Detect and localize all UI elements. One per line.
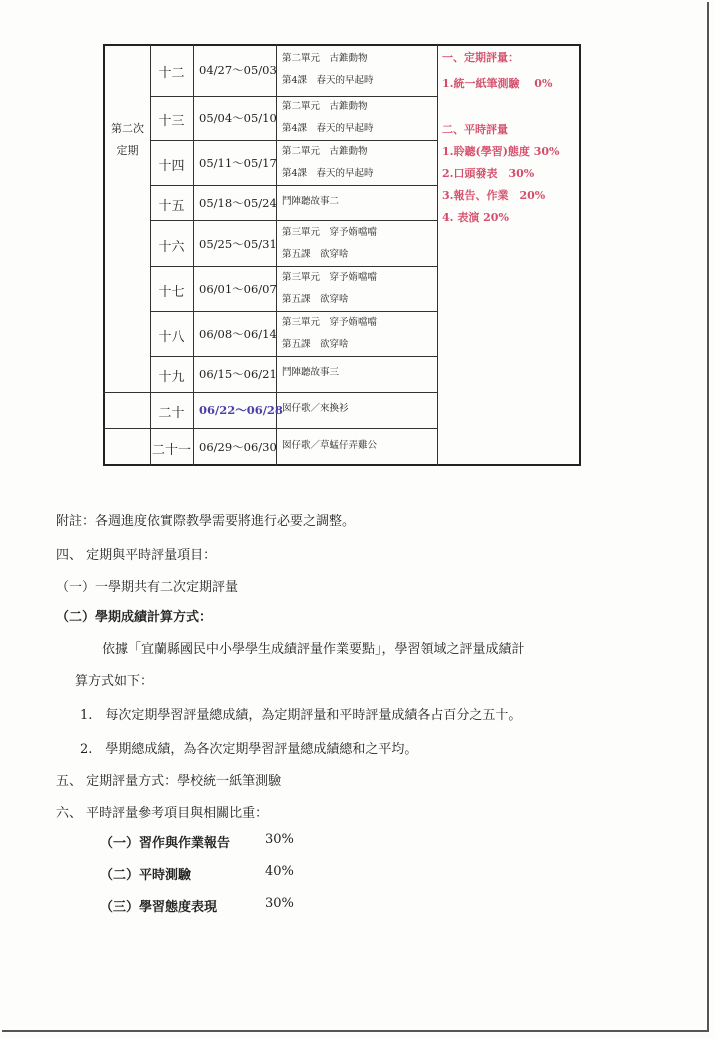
week-cell: 十六 <box>158 240 185 255</box>
week-cell: 十八 <box>158 330 185 345</box>
assessment-heading: 二、平時評量 <box>442 123 508 136</box>
content-cell <box>282 48 374 92</box>
content-line: 第二單元 古錐動物 <box>282 53 368 64</box>
table-hline <box>103 392 437 393</box>
content-cell <box>282 191 339 213</box>
content-line: 第三單元 穿予媠噹噹 <box>282 227 378 238</box>
week-cell: 十二 <box>158 66 185 81</box>
content-cell <box>282 267 377 311</box>
term-label-line: 定期 <box>116 144 139 157</box>
content-line: 鬥陣聽故事二 <box>282 196 340 207</box>
calc-item-2: 2. 學期總成績，為各次定期學習評量總成績總和之平均。 <box>80 742 418 757</box>
section-5: 五、 定期評量方式：學校統一紙筆測驗 <box>56 774 282 789</box>
table-vline <box>193 44 194 466</box>
date-cell: 06/29～06/30 <box>199 440 277 454</box>
date-cell-highlighted: 06/22～06/28 <box>199 403 283 417</box>
section-6-title: 六、 平時評量參考項目與相關比重： <box>56 806 269 821</box>
weight-label: （三）學習態度表現 <box>100 900 218 915</box>
table-hline <box>150 220 437 221</box>
note-text: 附註：各週進度依實際教學需要將進行必要之調整。 <box>56 514 356 529</box>
section-4-item-2: （二）學期成績計算方式： <box>56 610 213 625</box>
date-cell: 06/01～06/07 <box>199 282 277 296</box>
content-line: 第三單元 穿予媠噹噹 <box>282 272 378 283</box>
weight-label: （二）平時測驗 <box>100 868 192 883</box>
paragraph-line: 依據「宜蘭縣國民中小學學生成績評量作業要點」，學習領域之評量成績計 <box>102 642 525 657</box>
content-line: 鬥陣聽故事三 <box>282 367 340 378</box>
calc-item-1: 1. 每次定期學習評量總成績，為定期評量和平時評量成績各占百分之五十。 <box>80 708 522 723</box>
content-line: 第五課 欲穿啥 <box>282 339 349 350</box>
assessment-item: 1.統一紙筆測驗 0% <box>442 77 553 90</box>
table-vline <box>437 44 438 466</box>
content-cell <box>282 398 349 420</box>
content-line: 第4課 春天的早起時 <box>282 168 374 179</box>
content-line: 第4課 春天的早起時 <box>282 123 374 134</box>
content-line: 囡仔歌／草蜢仔弄雞公 <box>282 440 378 451</box>
date-cell: 04/27～05/03 <box>199 63 277 77</box>
date-cell: 05/04～05/10 <box>199 111 277 125</box>
content-cell <box>282 312 377 356</box>
content-cell <box>282 435 377 457</box>
week-cell: 二十一 <box>151 443 191 458</box>
date-cell: 06/08～06/14 <box>199 327 277 341</box>
week-cell: 十七 <box>158 285 185 300</box>
week-cell: 十五 <box>158 199 185 214</box>
content-line: 第二單元 古錐動物 <box>282 146 368 157</box>
content-cell <box>282 141 374 185</box>
content-cell <box>282 222 377 266</box>
content-line: 囡仔歌／來換衫 <box>282 403 349 414</box>
table-hline <box>103 428 437 429</box>
weight-value: 30% <box>265 832 294 847</box>
weight-label: （一）習作與作業報告 <box>100 836 231 851</box>
content-cell <box>282 362 339 384</box>
section-4-item-1: （一）一學期共有二次定期評量 <box>56 580 239 595</box>
week-cell: 二十 <box>158 406 185 421</box>
assessment-item: 2.口頭發表 30% <box>442 167 535 180</box>
content-line: 第五課 欲穿啥 <box>282 294 349 305</box>
week-cell: 十九 <box>158 370 185 385</box>
week-cell: 十三 <box>158 114 185 129</box>
content-line: 第五課 欲穿啥 <box>282 249 349 260</box>
content-cell <box>282 96 374 140</box>
date-cell: 05/11～05/17 <box>199 156 277 170</box>
assessment-heading: 一、定期評量： <box>442 51 519 64</box>
assessment-item: 4. 表演 20% <box>442 211 509 224</box>
term-label <box>106 118 149 162</box>
paragraph-line: 算方式如下： <box>75 674 154 689</box>
table-hline <box>150 356 437 357</box>
date-cell: 06/15～06/21 <box>199 367 277 381</box>
term-label-line: 第二次 <box>111 122 144 135</box>
assessment-item: 1.聆聽(學習)態度 30% <box>442 145 560 158</box>
section-4-title: 四、 定期與平時評量項目： <box>56 548 217 563</box>
date-cell: 05/25～05/31 <box>199 237 277 251</box>
assessment-item: 3.報告、作業 20% <box>442 189 546 202</box>
content-line: 第4課 春天的早起時 <box>282 75 374 86</box>
content-line: 第三單元 穿予媠噹噹 <box>282 317 378 328</box>
table-hline <box>150 185 437 186</box>
weight-value: 30% <box>265 896 294 911</box>
week-cell: 十四 <box>158 159 185 174</box>
date-cell: 05/18～05/24 <box>199 196 277 210</box>
weight-value: 40% <box>265 864 294 879</box>
content-line: 第二單元 古錐動物 <box>282 101 368 112</box>
